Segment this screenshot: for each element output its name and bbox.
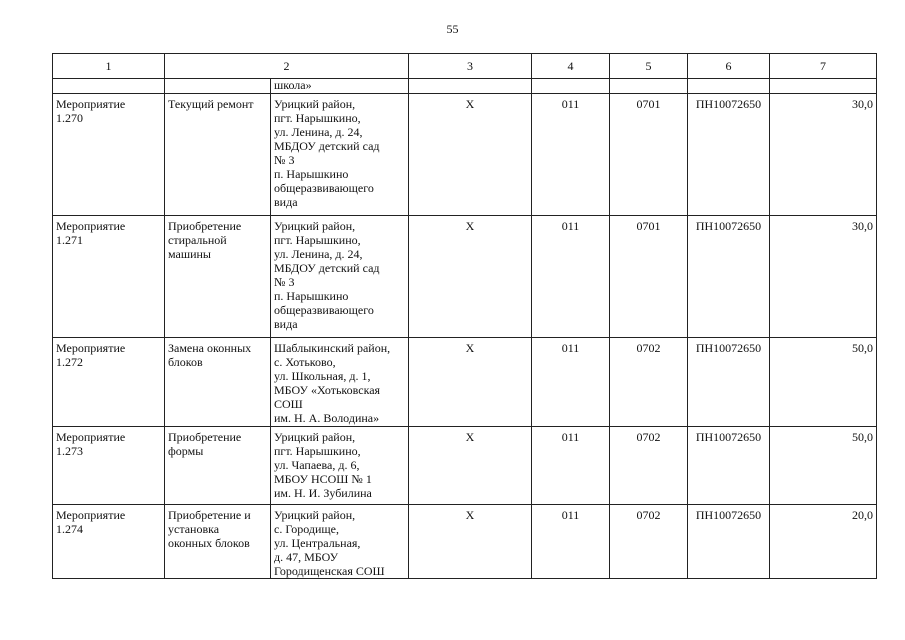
continuation-row <box>53 79 877 94</box>
header-col-6: 6 <box>688 54 770 79</box>
header-col-3: 3 <box>409 54 532 79</box>
page-number: 55 <box>446 22 459 36</box>
col3-cell: Х <box>409 427 532 505</box>
header-col-2: 2 <box>165 54 409 79</box>
col3-cell: Х <box>409 216 532 338</box>
event-cell: Мероприятие 1.274 <box>53 505 165 579</box>
table-row <box>53 338 877 427</box>
col7-cell: 50,0 <box>770 427 877 505</box>
col4-cell: 011 <box>532 505 610 579</box>
table-row <box>53 216 877 338</box>
header-col-1: 1 <box>53 54 165 79</box>
table-row <box>53 427 877 505</box>
col3-cell: Х <box>409 338 532 427</box>
col6-cell: ПН10072650 <box>688 338 770 427</box>
name-cell: Текущий ремонт <box>165 94 271 216</box>
header-col-7: 7 <box>770 54 877 79</box>
col5-cell: 0702 <box>610 505 688 579</box>
event-cell: Мероприятие 1.271 <box>53 216 165 338</box>
col6-cell: ПН10072650 <box>688 94 770 216</box>
col6-cell: ПН10072650 <box>688 505 770 579</box>
col3-cell: Х <box>409 505 532 579</box>
col7-cell: 50,0 <box>770 338 877 427</box>
col5-cell: 0702 <box>610 338 688 427</box>
cont-cell-2 <box>165 79 271 94</box>
cont-cell-5 <box>532 79 610 94</box>
col6-cell: ПН10072650 <box>688 216 770 338</box>
table-row <box>53 505 877 579</box>
name-cell: Приобретение формы <box>165 427 271 505</box>
event-cell: Мероприятие 1.273 <box>53 427 165 505</box>
col4-cell: 011 <box>532 338 610 427</box>
col4-cell: 011 <box>532 427 610 505</box>
address-cell: Шаблыкинский район, с. Хотьково, ул. Школьная, д. 1, МБОУ «Хотьковская СОШ им. Н. А. Володина» <box>271 338 409 427</box>
col7-cell: 30,0 <box>770 94 877 216</box>
col5-cell: 0701 <box>610 94 688 216</box>
cont-cell-4 <box>409 79 532 94</box>
table-row <box>53 94 877 216</box>
col5-cell: 0702 <box>610 427 688 505</box>
address-cell: Урицкий район, пгт. Нарышкино, ул. Ленина, д. 24, МБДОУ детский сад № 3 п. Нарышкино общеразвивающего вида <box>271 94 409 216</box>
col7-cell: 20,0 <box>770 505 877 579</box>
cont-cell-1 <box>53 79 165 94</box>
address-cell: Урицкий район, с. Городище, ул. Центральная, д. 47, МБОУ Городищенская СОШ <box>271 505 409 579</box>
col5-cell: 0701 <box>610 216 688 338</box>
document-table <box>52 53 877 579</box>
name-cell: Замена оконных блоков <box>165 338 271 427</box>
name-cell: Приобретение стиральной машины <box>165 216 271 338</box>
cont-cell-7 <box>688 79 770 94</box>
cont-cell-address: школа» <box>271 79 409 94</box>
address-cell: Урицкий район, пгт. Нарышкино, ул. Ленина, д. 24, МБДОУ детский сад № 3 п. Нарышкино общеразвивающего вида <box>271 216 409 338</box>
col4-cell: 011 <box>532 216 610 338</box>
event-cell: Мероприятие 1.270 <box>53 94 165 216</box>
header-col-4: 4 <box>532 54 610 79</box>
name-cell: Приобретение и установка оконных блоков <box>165 505 271 579</box>
col3-cell: Х <box>409 94 532 216</box>
header-row <box>53 54 877 79</box>
col7-cell: 30,0 <box>770 216 877 338</box>
cont-cell-6 <box>610 79 688 94</box>
header-col-5: 5 <box>610 54 688 79</box>
col6-cell: ПН10072650 <box>688 427 770 505</box>
cont-cell-8 <box>770 79 877 94</box>
address-cell: Урицкий район, пгт. Нарышкино, ул. Чапаева, д. 6, МБОУ НСОШ № 1 им. Н. И. Зубилина <box>271 427 409 505</box>
col4-cell: 011 <box>532 94 610 216</box>
event-cell: Мероприятие 1.272 <box>53 338 165 427</box>
